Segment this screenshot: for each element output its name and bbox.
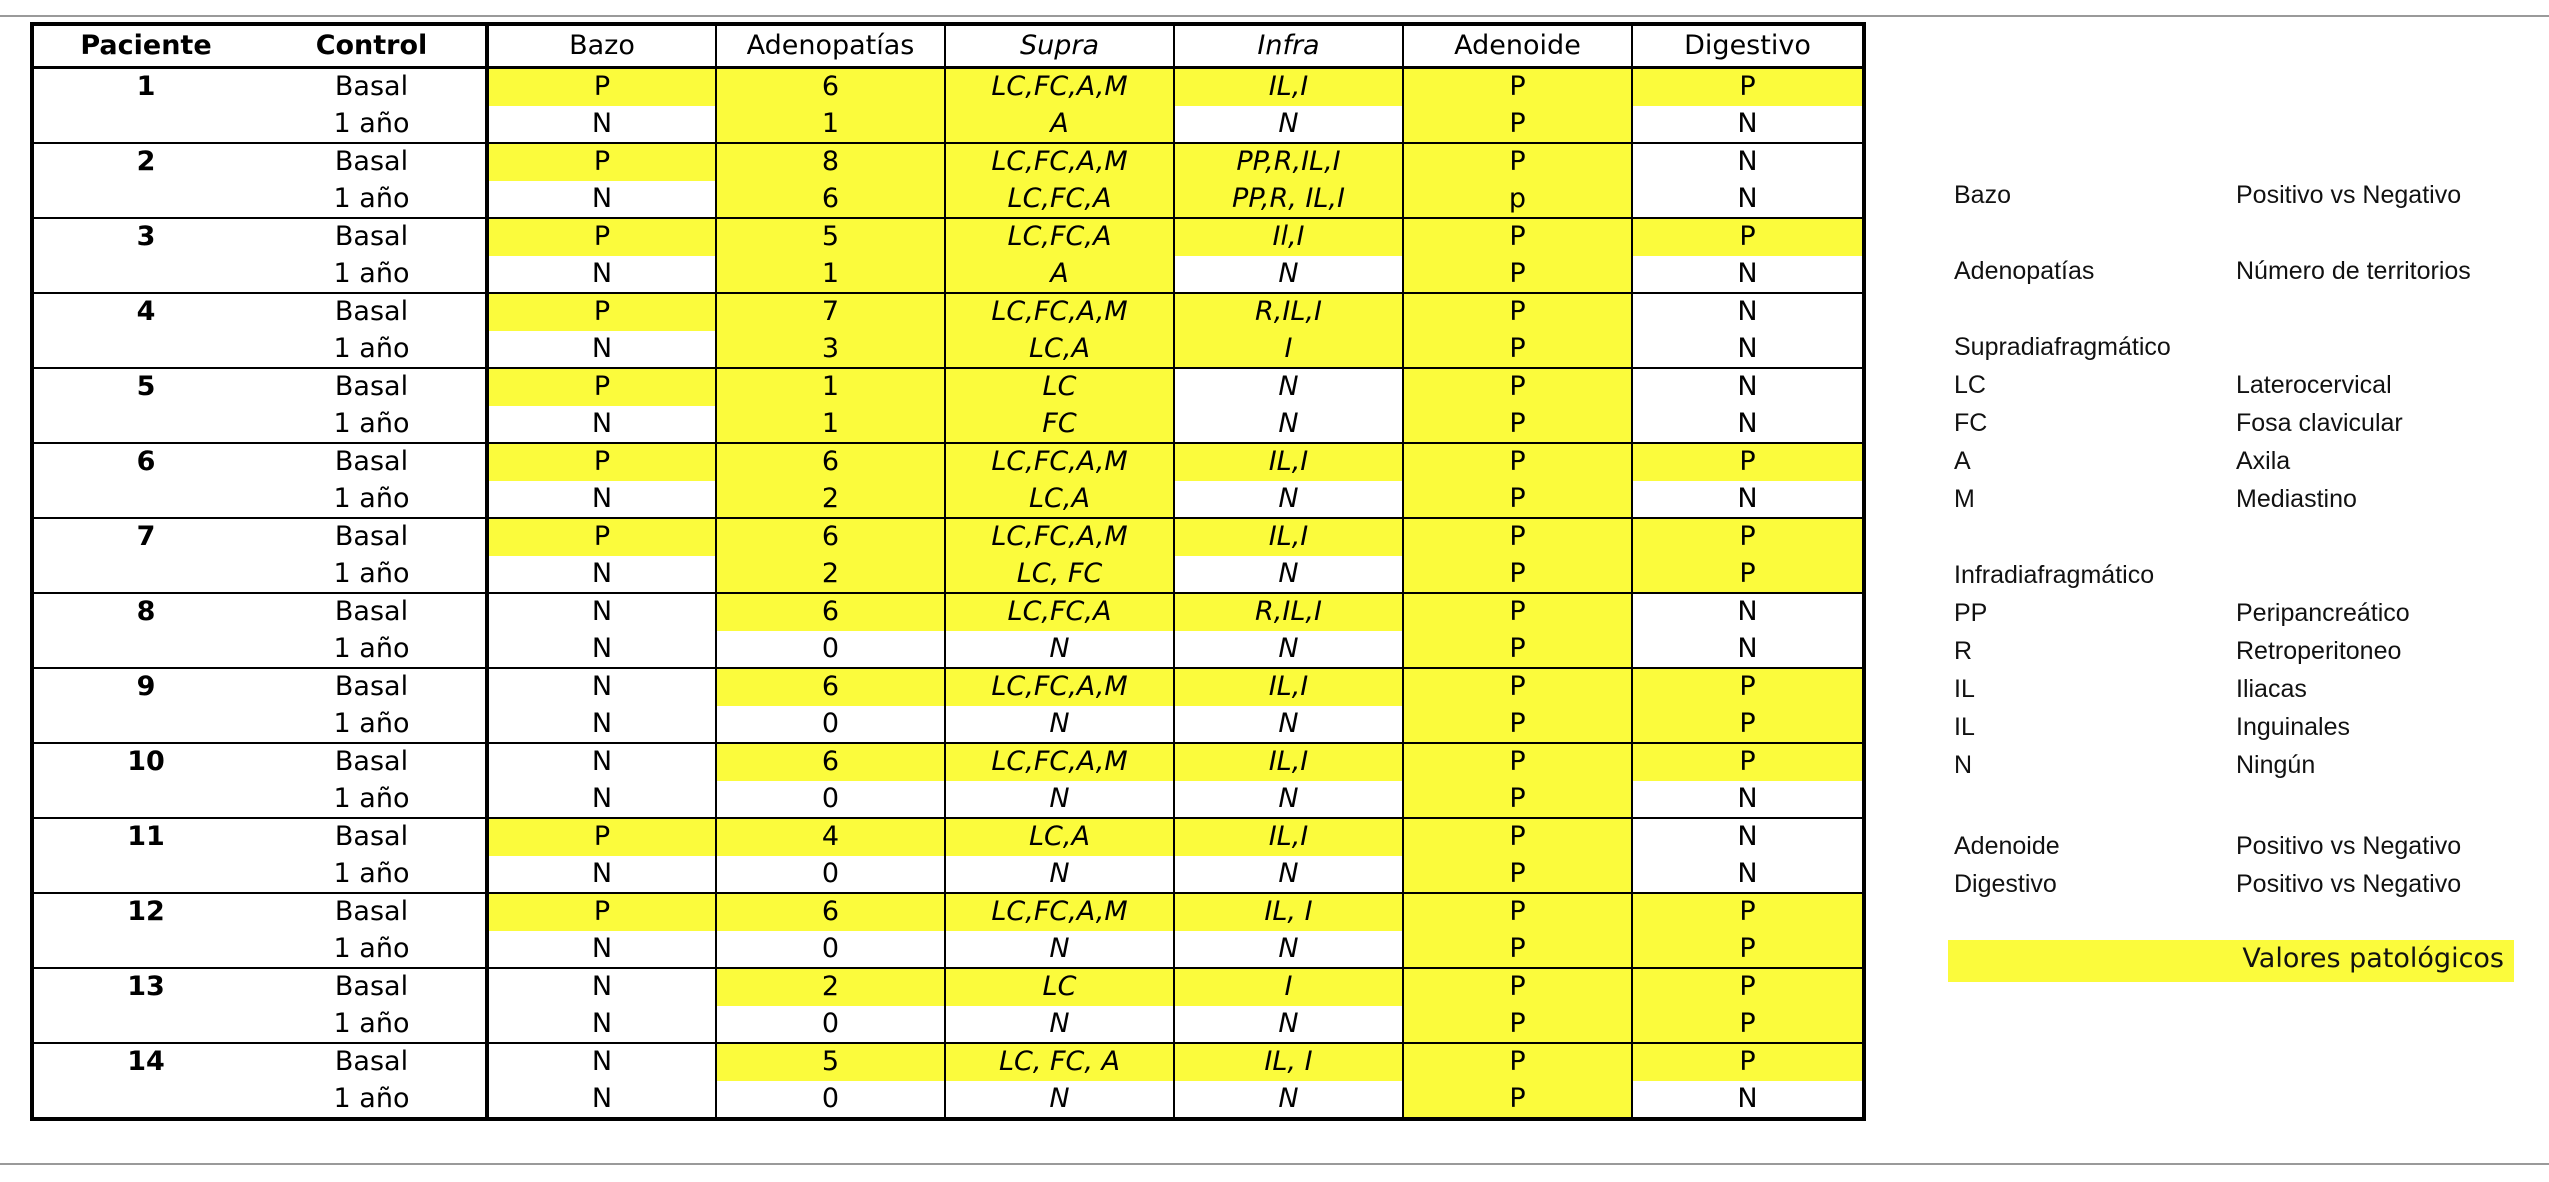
table-row <box>32 1043 1864 1081</box>
cell-control: Basal <box>334 146 409 178</box>
cell-adenopatias: 8 <box>716 143 945 181</box>
header-digestivo: Digestivo <box>1632 24 1864 68</box>
cell-bazo: N <box>487 556 716 594</box>
legend-supra-key: A <box>1954 447 1971 475</box>
cell-infra: Il,I <box>1174 218 1403 256</box>
table-row <box>32 931 1864 969</box>
cell-infra: R,IL,I <box>1174 293 1403 331</box>
cell-bazo: P <box>487 893 716 931</box>
cell-digestivo: N <box>1632 331 1864 369</box>
legend-bazo-key: Bazo <box>1954 181 2011 209</box>
cell-paciente: 2 <box>136 146 156 178</box>
cell-bazo: N <box>487 593 716 631</box>
legend-supra-value: Laterocervical <box>2236 371 2392 399</box>
cell-infra: IL,I <box>1174 518 1403 556</box>
cell-paciente <box>32 856 258 894</box>
header-paciente: Paciente <box>32 24 258 68</box>
cell-adenoide: P <box>1403 293 1632 331</box>
cell-control: 1 año <box>258 106 487 144</box>
legend-supra-value: Axila <box>2236 447 2291 475</box>
table-row <box>32 256 1864 294</box>
cell-adenoide: P <box>1403 443 1632 481</box>
cell-adenopatias: 1 <box>716 256 945 294</box>
cell-infra: I <box>1174 968 1403 1006</box>
cell-adenopatias: 2 <box>716 968 945 1006</box>
cell-adenoide: P <box>1403 931 1632 969</box>
header-infra: Infra <box>1174 24 1403 68</box>
cell-paciente: 11 <box>127 821 165 853</box>
cell-digestivo: N <box>1632 406 1864 444</box>
cell-supra: LC <box>945 968 1174 1006</box>
cell-adenoide: P <box>1403 968 1632 1006</box>
cell-paciente <box>32 106 258 144</box>
cell-control: Basal <box>334 671 409 703</box>
cell-adenopatias: 6 <box>716 443 945 481</box>
cell-adenopatias: 2 <box>716 556 945 594</box>
cell-control: 1 año <box>258 781 487 819</box>
cell-adenopatias: 0 <box>716 1006 945 1044</box>
cell-supra: LC,FC,A,M <box>945 68 1174 106</box>
cell-digestivo: N <box>1632 181 1864 219</box>
cell-bazo: N <box>487 1006 716 1044</box>
cell-supra: LC,FC,A <box>945 181 1174 219</box>
cell-supra: A <box>945 106 1174 144</box>
cell-paciente <box>32 481 258 519</box>
cell-infra: PP,R, IL,I <box>1174 181 1403 219</box>
cell-bazo: N <box>487 256 716 294</box>
table-row <box>32 1081 1864 1120</box>
cell-bazo: N <box>487 968 716 1006</box>
cell-control: 1 año <box>258 631 487 669</box>
cell-adenoide: P <box>1403 668 1632 706</box>
cell-bazo: N <box>487 931 716 969</box>
cell-digestivo: N <box>1632 631 1864 669</box>
cell-digestivo: N <box>1632 368 1864 406</box>
cell-digestivo: N <box>1632 481 1864 519</box>
cell-adenoide: P <box>1403 893 1632 931</box>
cell-adenopatias: 5 <box>716 218 945 256</box>
cell-adenopatias: 6 <box>716 743 945 781</box>
cell-bazo: N <box>487 781 716 819</box>
cell-bazo: N <box>487 743 716 781</box>
table-row <box>32 331 1864 369</box>
table-row <box>32 743 1864 781</box>
legend-infra-value: Inguinales <box>2236 713 2350 741</box>
cell-adenoide: P <box>1403 518 1632 556</box>
cell-paciente: 4 <box>136 296 156 328</box>
cell-adenopatias: 6 <box>716 893 945 931</box>
cell-digestivo: N <box>1632 143 1864 181</box>
cell-digestivo: P <box>1632 1043 1864 1081</box>
cell-infra: IL,I <box>1174 743 1403 781</box>
cell-digestivo: N <box>1632 1081 1864 1120</box>
cell-paciente <box>32 631 258 669</box>
table-row <box>32 631 1864 669</box>
table-row <box>32 68 1864 106</box>
cell-digestivo: N <box>1632 781 1864 819</box>
legend-pathologic-label: Valores patológicos <box>2242 943 2504 974</box>
cell-control: 1 año <box>258 706 487 744</box>
cell-paciente: 7 <box>136 521 156 553</box>
cell-supra: LC,FC,A,M <box>945 293 1174 331</box>
cell-control: 1 año <box>258 931 487 969</box>
cell-adenoide: P <box>1403 781 1632 819</box>
cell-supra: LC,A <box>945 481 1174 519</box>
cell-digestivo: P <box>1632 68 1864 106</box>
legend-supra-key: FC <box>1954 409 1988 437</box>
cell-supra: LC <box>945 368 1174 406</box>
cell-adenoide: P <box>1403 406 1632 444</box>
cell-adenoide: p <box>1403 181 1632 219</box>
cell-infra: N <box>1174 856 1403 894</box>
cell-digestivo: N <box>1632 293 1864 331</box>
cell-bazo: N <box>487 1081 716 1120</box>
cell-bazo: P <box>487 368 716 406</box>
legend-adenopatias-key: Adenopatías <box>1954 257 2095 285</box>
table-body <box>32 68 1864 1120</box>
cell-infra: R,IL,I <box>1174 593 1403 631</box>
cell-supra: LC,FC,A <box>945 593 1174 631</box>
cell-adenoide: P <box>1403 1081 1632 1120</box>
cell-paciente <box>32 331 258 369</box>
table-row <box>32 481 1864 519</box>
cell-control: Basal <box>334 896 409 928</box>
header-bazo: Bazo <box>487 24 716 68</box>
cell-supra: N <box>945 856 1174 894</box>
cell-infra: IL, I <box>1174 1043 1403 1081</box>
cell-paciente: 6 <box>136 446 156 478</box>
cell-supra: LC,FC,A,M <box>945 443 1174 481</box>
cell-adenoide: P <box>1403 481 1632 519</box>
cell-supra: N <box>945 1081 1174 1120</box>
cell-infra: N <box>1174 106 1403 144</box>
cell-bazo: P <box>487 68 716 106</box>
cell-paciente <box>32 256 258 294</box>
legend-pathologic-swatch <box>1948 940 2514 982</box>
cell-supra: LC,FC,A,M <box>945 668 1174 706</box>
cell-digestivo: N <box>1632 856 1864 894</box>
legend-bazo-value: Positivo vs Negativo <box>2236 181 2462 209</box>
legend-infra-key: IL <box>1954 713 1975 741</box>
cell-supra: LC,FC,A,M <box>945 143 1174 181</box>
cell-digestivo: P <box>1632 556 1864 594</box>
header-control: Control <box>258 24 487 68</box>
cell-digestivo: N <box>1632 818 1864 856</box>
cell-adenoide: P <box>1403 368 1632 406</box>
cell-adenopatias: 6 <box>716 518 945 556</box>
cell-control: Basal <box>334 296 409 328</box>
cell-supra: N <box>945 706 1174 744</box>
cell-bazo: P <box>487 143 716 181</box>
cell-paciente: 12 <box>127 896 165 928</box>
cell-infra: IL, I <box>1174 893 1403 931</box>
bottom-rule <box>0 1163 2549 1165</box>
cell-control: 1 año <box>258 181 487 219</box>
header-adenoide: Adenoide <box>1403 24 1632 68</box>
cell-digestivo: P <box>1632 668 1864 706</box>
cell-adenoide: P <box>1403 68 1632 106</box>
cell-supra: N <box>945 1006 1174 1044</box>
legend-infra-key: PP <box>1954 599 1988 627</box>
cell-bazo: N <box>487 631 716 669</box>
cell-paciente: 10 <box>127 746 165 778</box>
legend-infra-value: Ningún <box>2236 751 2316 779</box>
cell-infra: N <box>1174 931 1403 969</box>
cell-supra: FC <box>945 406 1174 444</box>
cell-paciente <box>32 1006 258 1044</box>
legend-supra-value: Mediastino <box>2236 485 2357 513</box>
header-supra: Supra <box>945 24 1174 68</box>
cell-digestivo: N <box>1632 593 1864 631</box>
cell-adenopatias: 1 <box>716 406 945 444</box>
table-row <box>32 518 1864 556</box>
cell-bazo: N <box>487 1043 716 1081</box>
cell-control: 1 año <box>258 856 487 894</box>
cell-infra: N <box>1174 781 1403 819</box>
cell-paciente: 3 <box>136 221 156 253</box>
cell-bazo: N <box>487 181 716 219</box>
cell-supra: N <box>945 931 1174 969</box>
cell-adenoide: P <box>1403 218 1632 256</box>
cell-supra: LC,FC,A,M <box>945 743 1174 781</box>
cell-paciente: 5 <box>136 371 156 403</box>
cell-bazo: N <box>487 856 716 894</box>
cell-control: Basal <box>334 971 409 1003</box>
legend-supra-value: Fosa clavicular <box>2236 409 2403 437</box>
cell-control: Basal <box>334 1046 409 1078</box>
cell-control: 1 año <box>258 556 487 594</box>
cell-digestivo: P <box>1632 1006 1864 1044</box>
cell-adenopatias: 1 <box>716 106 945 144</box>
cell-infra: I <box>1174 331 1403 369</box>
table-row <box>32 443 1864 481</box>
cell-adenopatias: 4 <box>716 818 945 856</box>
cell-paciente <box>32 931 258 969</box>
table-row <box>32 706 1864 744</box>
cell-infra: IL,I <box>1174 443 1403 481</box>
header-adenopatias: Adenopatías <box>716 24 945 68</box>
cell-infra: IL,I <box>1174 668 1403 706</box>
cell-adenoide: P <box>1403 856 1632 894</box>
top-rule <box>0 15 2549 17</box>
legend-adenoide-value: Positivo vs Negativo <box>2236 832 2462 860</box>
cell-adenopatias: 1 <box>716 368 945 406</box>
cell-infra: N <box>1174 1006 1403 1044</box>
legend-infra-value: Iliacas <box>2236 675 2307 703</box>
cell-control: Basal <box>334 596 409 628</box>
cell-supra: LC, FC, A <box>945 1043 1174 1081</box>
cell-supra: A <box>945 256 1174 294</box>
cell-paciente: 8 <box>136 596 156 628</box>
cell-infra: N <box>1174 368 1403 406</box>
cell-supra: LC,A <box>945 331 1174 369</box>
cell-digestivo: P <box>1632 706 1864 744</box>
cell-paciente <box>32 181 258 219</box>
cell-adenopatias: 0 <box>716 781 945 819</box>
cell-paciente <box>32 1081 258 1120</box>
cell-control: 1 año <box>258 1081 487 1120</box>
cell-bazo: P <box>487 293 716 331</box>
cell-control: Basal <box>334 371 409 403</box>
cell-supra: N <box>945 781 1174 819</box>
cell-adenoide: P <box>1403 631 1632 669</box>
table-row <box>32 968 1864 1006</box>
cell-adenopatias: 6 <box>716 68 945 106</box>
table-row <box>32 368 1864 406</box>
cell-digestivo: P <box>1632 518 1864 556</box>
cell-adenopatias: 6 <box>716 668 945 706</box>
table-row <box>32 593 1864 631</box>
cell-supra: LC,FC,A,M <box>945 518 1174 556</box>
cell-adenoide: P <box>1403 743 1632 781</box>
legend-supra-title: Supradiafragmático <box>1954 333 2171 361</box>
cell-adenopatias: 5 <box>716 1043 945 1081</box>
table-row <box>32 893 1864 931</box>
cell-adenopatias: 0 <box>716 631 945 669</box>
legend-infra-key: N <box>1954 751 1973 779</box>
cell-supra: LC,FC,A <box>945 218 1174 256</box>
cell-digestivo: N <box>1632 256 1864 294</box>
table-row <box>32 181 1864 219</box>
cell-adenoide: P <box>1403 1043 1632 1081</box>
cell-adenopatias: 0 <box>716 856 945 894</box>
cell-adenoide: P <box>1403 256 1632 294</box>
legend-infra-key: R <box>1954 637 1973 665</box>
cell-digestivo: P <box>1632 893 1864 931</box>
cell-infra: N <box>1174 706 1403 744</box>
cell-adenoide: P <box>1403 1006 1632 1044</box>
cell-paciente <box>32 406 258 444</box>
header-row <box>32 24 1864 68</box>
legend-digestivo-key: Digestivo <box>1954 870 2057 898</box>
cell-bazo: P <box>487 218 716 256</box>
cell-adenoide: P <box>1403 556 1632 594</box>
legend-supra-key: M <box>1954 485 1975 513</box>
cell-adenopatias: 0 <box>716 931 945 969</box>
cell-adenoide: P <box>1403 818 1632 856</box>
cell-bazo: N <box>487 331 716 369</box>
cell-control: 1 año <box>258 481 487 519</box>
table-row <box>32 406 1864 444</box>
cell-supra: LC, FC <box>945 556 1174 594</box>
cell-control: 1 año <box>258 331 487 369</box>
cell-supra: N <box>945 631 1174 669</box>
cell-infra: N <box>1174 631 1403 669</box>
cell-paciente <box>32 706 258 744</box>
cell-infra: PP,R,IL,I <box>1174 143 1403 181</box>
cell-adenoide: P <box>1403 593 1632 631</box>
cell-bazo: P <box>487 518 716 556</box>
cell-control: Basal <box>334 71 409 103</box>
cell-infra: IL,I <box>1174 68 1403 106</box>
cell-digestivo: P <box>1632 968 1864 1006</box>
cell-control: 1 año <box>258 256 487 294</box>
cell-digestivo: P <box>1632 931 1864 969</box>
cell-adenopatias: 3 <box>716 331 945 369</box>
cell-paciente: 1 <box>136 71 156 103</box>
cell-digestivo: P <box>1632 743 1864 781</box>
cell-control: 1 año <box>258 1006 487 1044</box>
table-row <box>32 556 1864 594</box>
legend-adenopatias-value: Número de territorios <box>2236 257 2471 285</box>
table-row <box>32 818 1864 856</box>
cell-adenopatias: 0 <box>716 1081 945 1120</box>
table-row <box>32 106 1864 144</box>
legend-supra-key: LC <box>1954 371 1986 399</box>
cell-control: Basal <box>334 221 409 253</box>
legend-infra-value: Retroperitoneo <box>2236 637 2402 665</box>
cell-digestivo: P <box>1632 218 1864 256</box>
cell-bazo: P <box>487 818 716 856</box>
cell-adenopatias: 6 <box>716 593 945 631</box>
cell-adenopatias: 7 <box>716 293 945 331</box>
cell-infra: N <box>1174 406 1403 444</box>
cell-bazo: N <box>487 668 716 706</box>
table-row <box>32 668 1864 706</box>
table-row <box>32 143 1864 181</box>
table-row <box>32 293 1864 331</box>
cell-control: 1 año <box>258 406 487 444</box>
cell-adenopatias: 6 <box>716 181 945 219</box>
table-row <box>32 218 1864 256</box>
cell-bazo: N <box>487 106 716 144</box>
cell-digestivo: N <box>1632 106 1864 144</box>
cell-bazo: P <box>487 443 716 481</box>
cell-infra: N <box>1174 481 1403 519</box>
table-row <box>32 1006 1864 1044</box>
cell-infra: N <box>1174 256 1403 294</box>
cell-infra: N <box>1174 1081 1403 1120</box>
table-row <box>32 856 1864 894</box>
cell-control: Basal <box>334 746 409 778</box>
cell-adenoide: P <box>1403 106 1632 144</box>
cell-control: Basal <box>334 446 409 478</box>
table-row <box>32 781 1864 819</box>
cell-paciente <box>32 556 258 594</box>
cell-supra: LC,A <box>945 818 1174 856</box>
results-table <box>30 22 1866 1121</box>
cell-paciente: 14 <box>127 1046 165 1078</box>
legend-infra-title: Infradiafragmático <box>1954 561 2155 589</box>
cell-control: Basal <box>334 821 409 853</box>
cell-digestivo: P <box>1632 443 1864 481</box>
cell-supra: LC,FC,A,M <box>945 893 1174 931</box>
cell-paciente: 9 <box>136 671 156 703</box>
cell-paciente <box>32 781 258 819</box>
cell-adenopatias: 2 <box>716 481 945 519</box>
cell-paciente: 13 <box>127 971 165 1003</box>
cell-control: Basal <box>334 521 409 553</box>
cell-bazo: N <box>487 481 716 519</box>
cell-bazo: N <box>487 706 716 744</box>
cell-adenoide: P <box>1403 706 1632 744</box>
cell-adenopatias: 0 <box>716 706 945 744</box>
cell-bazo: N <box>487 406 716 444</box>
cell-adenoide: P <box>1403 331 1632 369</box>
legend-digestivo-value: Positivo vs Negativo <box>2236 870 2462 898</box>
cell-infra: IL,I <box>1174 818 1403 856</box>
legend-adenoide-key: Adenoide <box>1954 832 2060 860</box>
legend-infra-value: Peripancreático <box>2236 599 2410 627</box>
cell-infra: N <box>1174 556 1403 594</box>
cell-adenoide: P <box>1403 143 1632 181</box>
legend-infra-key: IL <box>1954 675 1975 703</box>
